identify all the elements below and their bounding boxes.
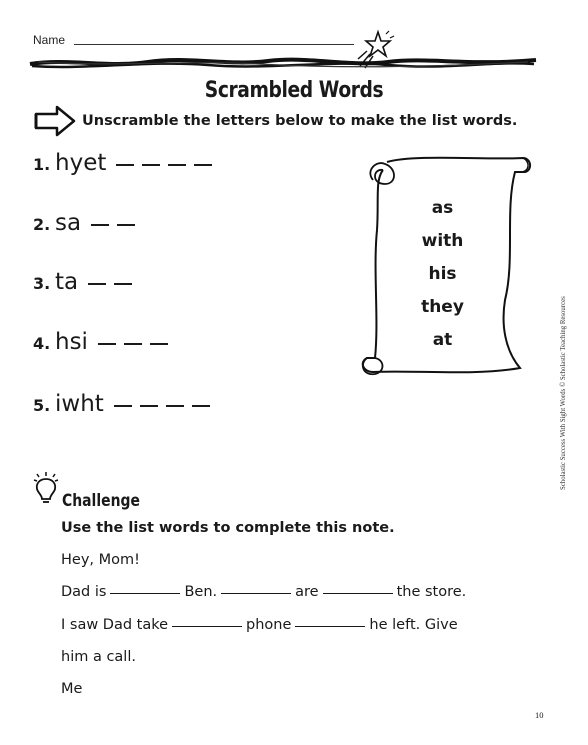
letter-blank[interactable] [117,224,135,226]
letter-blank[interactable] [194,164,212,166]
letter-blank[interactable] [116,164,134,166]
answer-blanks [114,409,210,411]
scrambled-word: iwht [55,391,104,417]
note-signoff: Me [61,681,83,697]
answer-blanks [116,168,212,170]
letter-blank[interactable] [114,405,132,407]
note-line-3: him a call. [61,649,136,665]
letter-blank[interactable] [88,283,106,285]
answer-blank[interactable] [295,626,365,627]
decorative-border [28,52,538,76]
word-list-item: with [421,231,464,251]
name-label: Name [33,33,66,47]
answer-blank[interactable] [221,593,291,594]
answer-blank[interactable] [323,593,393,594]
note-text: phone [246,617,292,633]
challenge-heading: Challenge [62,491,140,511]
list-item [33,150,212,180]
challenge-instruction: Use the list words to complete this note. [61,520,395,536]
answer-blank[interactable] [110,593,180,594]
item-number: 1. [33,155,51,174]
note-text: are [295,584,319,600]
answer-blanks [88,287,132,289]
note-text: Ben. [184,584,218,600]
item-number: 4. [33,334,51,353]
note-line-1 [61,584,466,600]
list-item [33,269,132,299]
letter-blank[interactable] [114,283,132,285]
side-credit [560,250,572,490]
answer-blanks [98,347,168,349]
note-text: the store. [396,584,467,600]
answer-blank[interactable] [172,626,242,627]
page-title: Scrambled Words [204,78,384,103]
letter-blank[interactable] [124,343,142,345]
letter-blank[interactable] [168,164,186,166]
note-line-2 [61,617,458,633]
page-number: 10 [535,710,544,720]
scrambled-word: hyet [55,150,107,176]
list-item [33,210,135,240]
word-list-item: at [432,330,453,350]
note-text: Dad is [61,584,107,600]
letter-blank[interactable] [142,164,160,166]
note-text: he left. Give [369,617,458,633]
list-item [33,391,210,421]
letter-blank[interactable] [150,343,168,345]
letter-blank[interactable] [166,405,184,407]
side-credit-text: Scholastic Success With Sight Words © Scholastic Teaching Resources [560,296,567,490]
answer-blanks [91,228,135,230]
note-text: I saw Dad take [61,617,169,633]
instruction-text: Unscramble the letters below to make the list words. [82,113,518,129]
list-item [33,329,168,359]
letter-blank[interactable] [140,405,158,407]
item-number: 5. [33,396,51,415]
letter-blank[interactable] [91,224,109,226]
letter-blank[interactable] [98,343,116,345]
letter-blank[interactable] [192,405,210,407]
note-greeting: Hey, Mom! [61,552,140,568]
item-number: 2. [33,215,51,234]
name-line [74,44,354,45]
scrambled-word: sa [55,210,82,236]
lightbulb-icon [33,471,59,505]
arrow-right-icon [33,104,77,138]
word-list-item: as [431,198,454,218]
scrambled-word: ta [55,269,79,295]
word-list-item: they [421,297,464,317]
word-list [395,197,490,362]
word-list-item: his [428,264,457,284]
scrambled-word: hsi [55,329,88,355]
item-number: 3. [33,274,51,293]
